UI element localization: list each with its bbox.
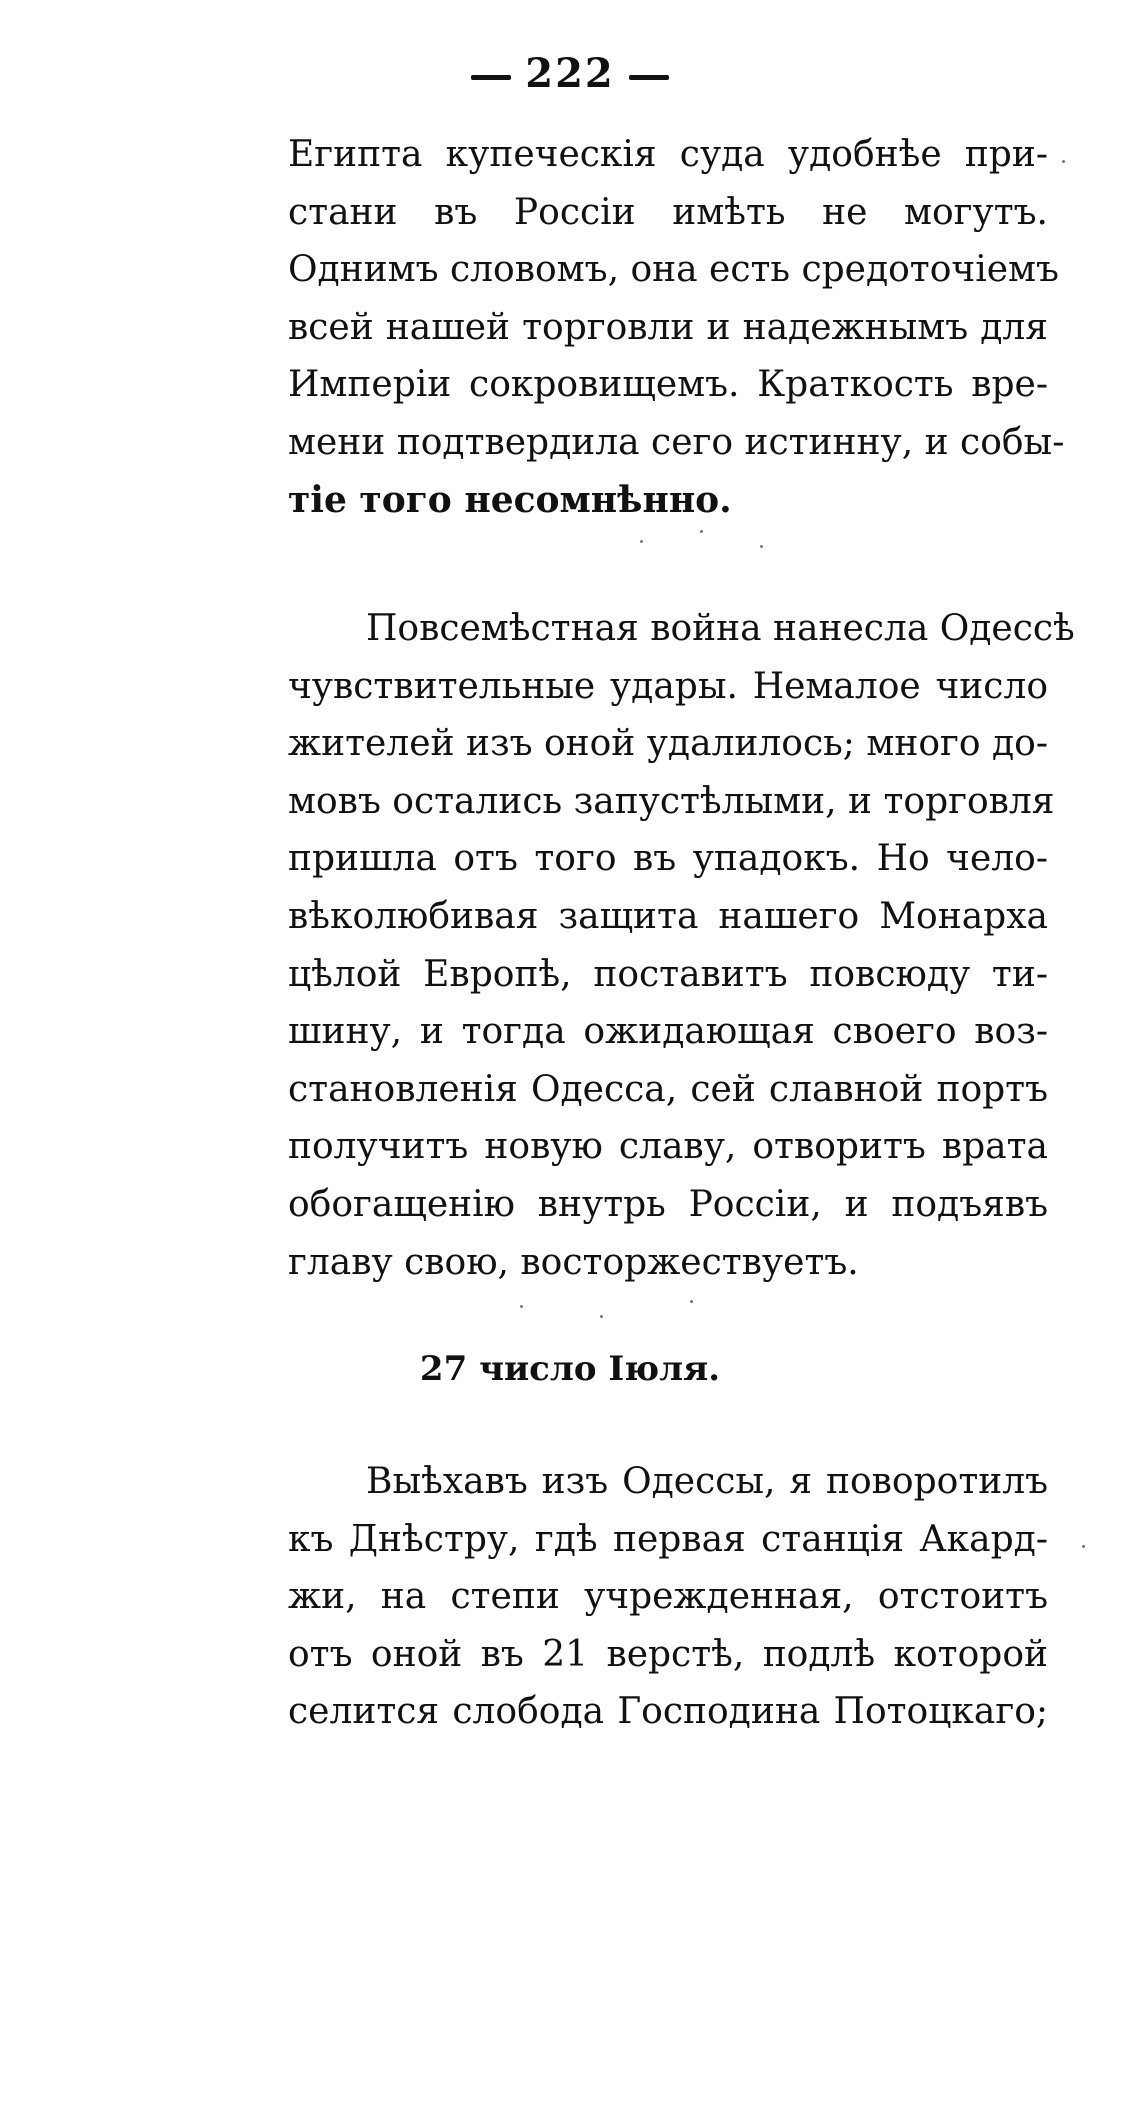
text-line: селится слобода Господина Потоцкаго; — [288, 1691, 1048, 1733]
text-line: цѣлой Европѣ, поставитъ повсюду ти- — [288, 953, 1048, 995]
print-speck — [640, 540, 643, 543]
text-line: Выѣхавъ изъ Одессы, я поворотилъ — [366, 1461, 1048, 1502]
text-line: всей нашей торговли и надежнымъ для — [288, 306, 1048, 348]
print-speck — [520, 1305, 523, 1308]
text-line: главу свою, восторжествуетъ. — [288, 1241, 859, 1283]
print-speck — [1062, 160, 1065, 163]
text-line: получитъ новую славу, отворитъ врата — [288, 1126, 1048, 1168]
page-number-text: 222 — [525, 50, 615, 97]
print-speck — [600, 1315, 603, 1318]
text-line: шину, и тогда ожидающая своего воз- — [288, 1011, 1048, 1053]
text-line: мовъ остались запустѣлыми, и торговля — [288, 780, 1055, 822]
left-dash-ornament — [471, 75, 511, 80]
text-line: Однимъ словомъ, она есть средоточіемъ — [288, 249, 1059, 291]
text-line: къ Днѣстру, гдѣ первая станція Акард- — [288, 1518, 1048, 1560]
paragraph-2 — [288, 600, 1075, 1291]
paragraph-1 — [288, 126, 1065, 529]
text-line: становленія Одесса, сей славной портъ — [288, 1068, 1048, 1110]
print-speck — [760, 545, 763, 548]
text-line: Повсемѣстная война нанесла Одессѣ — [366, 608, 1075, 649]
text-line: жи, на степи учрежденная, отстоитъ — [288, 1576, 1048, 1618]
text-line: жителей изъ оной удалилось; много до- — [288, 723, 1048, 765]
text-line: Египта купеческія суда удобнѣе при- — [288, 134, 1048, 175]
print-speck — [700, 530, 703, 533]
page-number — [0, 50, 1140, 97]
print-speck — [1082, 1545, 1085, 1548]
paragraph-3 — [288, 1453, 1048, 1741]
print-speck — [690, 1300, 693, 1303]
text-line: тіе того несомнѣнно. — [288, 478, 732, 521]
text-line: Имперіи сокровищемъ. Краткость вре- — [288, 364, 1048, 406]
text-line: чувствительные удары. Немалое число — [288, 665, 1048, 707]
text-line: мени подтвердила сего истинну, и собы- — [288, 421, 1065, 463]
date-heading: 27 число Іюля. — [419, 1349, 721, 1389]
text-line: пришла отъ того въ упадокъ. Но чело- — [288, 838, 1048, 880]
right-dash-ornament — [629, 75, 669, 80]
text-line: стани въ Россіи имѣть не могутъ. — [288, 191, 1048, 233]
text-line: отъ оной въ 21 верстѣ, подлѣ которой — [288, 1633, 1048, 1675]
text-line: обогащенію внутрь Россіи, и подъявъ — [288, 1183, 1048, 1225]
text-line: вѣколюбивая защита нашего Монарха — [288, 895, 1048, 937]
